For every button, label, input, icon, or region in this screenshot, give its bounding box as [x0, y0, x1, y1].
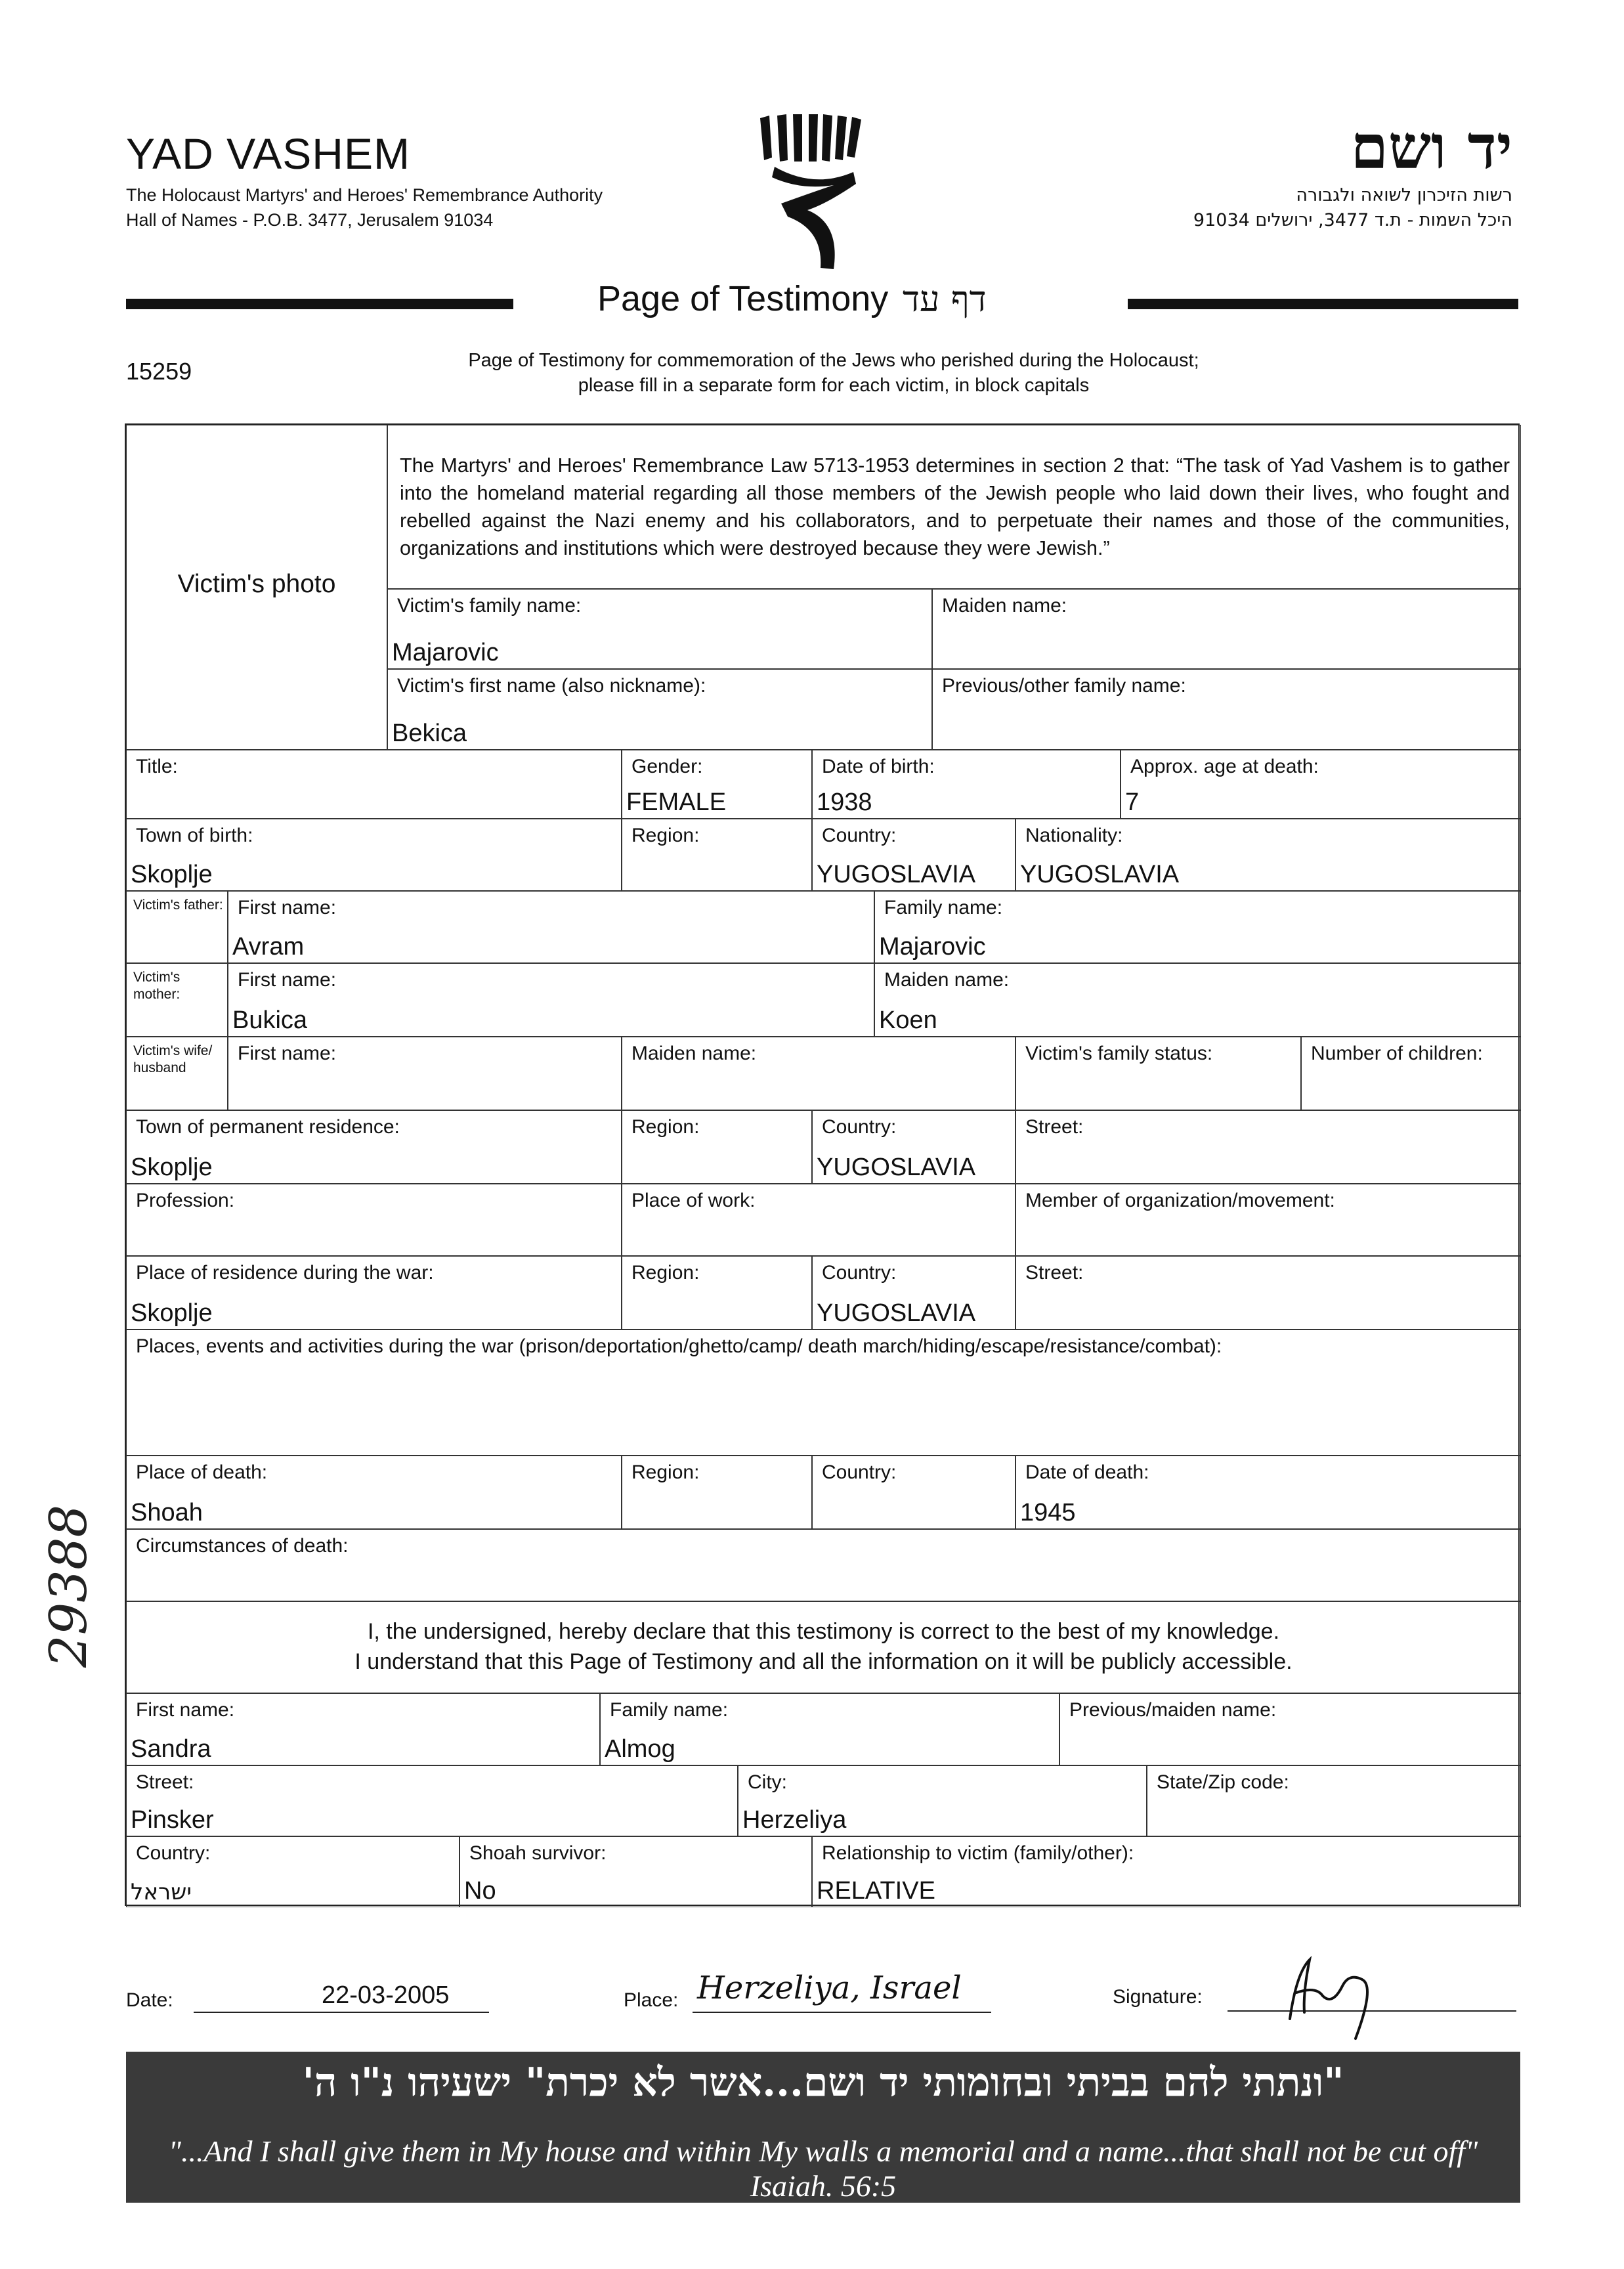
region-of-birth-label: Region: [631, 825, 700, 846]
org-address-hebrew: היכל השמות - ת.ד 3477, ירושלים 91034 [1193, 210, 1512, 230]
country-of-birth-value: YUGOSLAVIA [817, 861, 976, 888]
testimony-form [125, 423, 1520, 1906]
profession-field[interactable] [126, 1184, 622, 1256]
spouse-first-name-field[interactable] [228, 1037, 622, 1110]
place-label: Place: [624, 1989, 679, 2011]
permanent-town-label: Town of permanent residence: [136, 1116, 400, 1138]
banner-hebrew-quote: "ונתתי להם בביתי ובחומותי יד ושם...אשר לא יכרת" ישעיהו נ"ו ה' [302, 2060, 1344, 2106]
children-count-label: Number of children: [1311, 1043, 1483, 1064]
submitter-first-name-label: First name: [136, 1699, 235, 1721]
relationship-value: RELATIVE [817, 1877, 935, 1905]
banner-english-quote: "...And I shall give them in My house and within My walls a memorial and a name...that shall not be cut off" Isaiah. 56:5 [168, 2134, 1478, 2203]
death-country-field[interactable] [812, 1456, 1015, 1529]
place-value[interactable]: Herzeliya, Israel [697, 1970, 962, 2006]
submitter-first-name-field[interactable] [126, 1693, 600, 1765]
region-of-birth-field[interactable] [622, 819, 812, 891]
mother-first-name-value: Bukica [232, 1006, 308, 1034]
spouse-first-name-label: First name: [238, 1043, 337, 1064]
law-text-box [387, 425, 1521, 589]
mother-maiden-name-label: Maiden name: [884, 969, 1010, 991]
quote-banner [126, 2052, 1520, 2203]
submitter-street-label: Street: [136, 1771, 194, 1793]
gender-field[interactable] [622, 750, 812, 819]
father-family-name-value: Majarovic [879, 933, 986, 961]
submitter-prev-name-field[interactable] [1059, 1693, 1521, 1765]
signature-mark-icon[interactable] [1277, 1947, 1395, 2045]
children-count-field[interactable] [1301, 1037, 1521, 1110]
org-name: YAD VASHEM [126, 129, 410, 178]
father-first-name-field[interactable] [228, 891, 874, 963]
spouse-side-label-box [126, 1037, 228, 1110]
father-first-name-value: Avram [232, 933, 305, 961]
submitter-city-value: Herzeliya [742, 1806, 847, 1834]
place-of-death-value: Shoah [131, 1499, 203, 1526]
family-name-field[interactable] [387, 589, 932, 669]
submitter-zip-label: State/Zip code: [1157, 1771, 1289, 1793]
war-country-label: Country: [822, 1262, 897, 1284]
date-underline [194, 2012, 489, 2013]
side-handwritten-number: 29388 [39, 1504, 98, 1668]
law-text: The Martyrs' and Heroes' Remembrance Law 5713-1953 determines in section 2 that: “The task of Yad Vashem is to gather into the homeland material regarding all those members of the Jewish people who laid down their lives, who fought and rebelled against the Nazi enemy and his collaborators, and to perpetuate their names and those of the communities, organizations and institutions which were destroyed because they were Jewish.” [400, 454, 1510, 559]
place-of-work-field[interactable] [622, 1184, 1015, 1256]
intro-text [368, 348, 1300, 398]
permanent-country-value: YUGOSLAVIA [817, 1154, 976, 1181]
submitter-country-label: Country: [136, 1842, 211, 1864]
spouse-maiden-name-field[interactable] [622, 1037, 1015, 1110]
submitter-family-name-field[interactable] [600, 1693, 1059, 1765]
gender-label: Gender: [631, 756, 703, 777]
family-status-field[interactable] [1015, 1037, 1301, 1110]
age-at-death-label: Approx. age at death: [1130, 756, 1319, 777]
country-of-birth-field[interactable] [812, 819, 1015, 891]
submitter-city-label: City: [748, 1771, 787, 1793]
permanent-street-label: Street: [1025, 1116, 1084, 1138]
declaration-box [126, 1601, 1521, 1693]
profession-label: Profession: [136, 1190, 235, 1211]
org-subtitle-hebrew: רשות הזיכרון לשואה ולגבורה [1296, 185, 1512, 205]
submitter-country-value: ישראל [131, 1879, 192, 1905]
war-events-label: Places, events and activities during the war (prison/deportation/ghetto/camp/ death march/hiding/escape/resistance/combat): [136, 1335, 1222, 1357]
war-region-label: Region: [631, 1262, 700, 1284]
signature-label: Signature: [1113, 1986, 1203, 2008]
permanent-town-field[interactable] [126, 1110, 622, 1184]
place-of-death-label: Place of death: [136, 1461, 268, 1483]
war-residence-field[interactable] [126, 1256, 622, 1329]
spouse-maiden-name-label: Maiden name: [631, 1043, 757, 1064]
permanent-street-field[interactable] [1015, 1110, 1521, 1184]
mother-maiden-name-field[interactable] [874, 963, 1521, 1037]
mother-first-name-label: First name: [238, 969, 337, 991]
permanent-town-value: Skoplje [131, 1154, 213, 1181]
header-rule-left [126, 299, 513, 309]
first-name-label: Victim's first name (also nickname): [397, 675, 706, 697]
submitter-first-name-value: Sandra [131, 1735, 211, 1763]
father-family-name-field[interactable] [874, 891, 1521, 963]
death-region-field[interactable] [622, 1456, 812, 1529]
member-org-label: Member of organization/movement: [1025, 1190, 1335, 1211]
submitter-prev-name-label: Previous/maiden name: [1069, 1699, 1277, 1721]
header-rule-right [1128, 299, 1518, 309]
date-label: Date: [126, 1989, 173, 2011]
first-name-value: Bekica [392, 720, 467, 747]
submitter-country-field[interactable] [126, 1836, 459, 1907]
father-side-label-box [126, 891, 228, 963]
family-name-value: Majarovic [392, 639, 499, 666]
shoah-survivor-field[interactable] [459, 1836, 812, 1907]
prev-family-name-field[interactable] [932, 669, 1521, 750]
intro-line-2: please fill in a separate form for each victim, in block capitals [578, 375, 1090, 396]
circumstances-field[interactable] [126, 1529, 1521, 1601]
yad-vashem-logo-icon [755, 112, 866, 276]
war-residence-value: Skoplje [131, 1299, 213, 1327]
war-residence-label: Place of residence during the war: [136, 1262, 434, 1284]
father-first-name-label: First name: [238, 897, 337, 918]
submitter-street-field[interactable] [126, 1765, 738, 1836]
maiden-name-field[interactable] [932, 589, 1521, 669]
permanent-country-field[interactable] [812, 1110, 1015, 1184]
title-label: Title: [136, 756, 178, 777]
date-of-birth-value: 1938 [817, 789, 872, 816]
country-of-birth-label: Country: [822, 825, 897, 846]
permanent-region-label: Region: [631, 1116, 700, 1138]
declaration-line-2: I understand that this Page of Testimony and all the information on it will be publicly accessible. [354, 1649, 1293, 1674]
relationship-field[interactable] [812, 1836, 1521, 1907]
father-side-label: Victim's father: [133, 897, 223, 913]
war-events-field[interactable] [126, 1329, 1521, 1456]
circumstances-label: Circumstances of death: [136, 1535, 349, 1557]
death-region-label: Region: [631, 1461, 700, 1483]
age-at-death-field[interactable] [1121, 750, 1521, 819]
permanent-country-label: Country: [822, 1116, 897, 1138]
war-street-label: Street: [1025, 1262, 1084, 1284]
father-family-name-label: Family name: [884, 897, 1003, 918]
mother-side-label-box [126, 963, 228, 1037]
mother-side-label: Victim's mother: [133, 970, 181, 1002]
submitter-family-name-label: Family name: [610, 1699, 729, 1721]
page-title-hebrew: דף עד [903, 278, 987, 320]
place-underline [693, 2012, 991, 2013]
victim-photo-label: Victim's photo [177, 570, 336, 598]
submitter-street-value: Pinsker [131, 1806, 214, 1834]
prev-family-name-label: Previous/other family name: [942, 675, 1186, 697]
submitter-zip-field[interactable] [1147, 1765, 1521, 1836]
date-of-death-value: 1945 [1020, 1499, 1076, 1526]
nationality-label: Nationality: [1025, 825, 1123, 846]
date-of-birth-label: Date of birth: [822, 756, 935, 777]
family-name-label: Victim's family name: [397, 595, 582, 616]
spouse-side-label: Victim's wife/ husband [133, 1043, 213, 1075]
submitter-city-field[interactable] [738, 1765, 1147, 1836]
gender-value: FEMALE [626, 789, 727, 816]
submitter-family-name-value: Almog [605, 1735, 675, 1763]
town-of-birth-value: Skoplje [131, 861, 213, 888]
date-value[interactable]: 22-03-2005 [322, 1981, 450, 2009]
permanent-region-field[interactable] [622, 1110, 812, 1184]
org-name-hebrew: יד ושם [1350, 112, 1512, 183]
place-of-work-label: Place of work: [631, 1190, 756, 1211]
war-street-field[interactable] [1015, 1256, 1521, 1329]
declaration-line-1: I, the undersigned, hereby declare that this testimony is correct to the best of my knowledge. [367, 1619, 1280, 1644]
shoah-survivor-value: No [464, 1877, 496, 1905]
member-org-field[interactable] [1015, 1184, 1521, 1256]
town-of-birth-label: Town of birth: [136, 825, 253, 846]
first-name-field[interactable] [387, 669, 932, 750]
org-subtitle: The Holocaust Martyrs' and Heroes' Remembrance Authority [126, 185, 603, 205]
mother-maiden-name-value: Koen [879, 1006, 937, 1034]
war-region-field[interactable] [622, 1256, 812, 1329]
maiden-name-label: Maiden name: [942, 595, 1067, 616]
place-of-death-field[interactable] [126, 1456, 622, 1529]
mother-first-name-field[interactable] [228, 963, 874, 1037]
death-country-label: Country: [822, 1461, 897, 1483]
title-field[interactable] [126, 750, 622, 819]
date-of-birth-field[interactable] [812, 750, 1121, 819]
org-address: Hall of Names - P.O.B. 3477, Jerusalem 91034 [126, 210, 494, 230]
date-of-death-field[interactable] [1015, 1456, 1521, 1529]
intro-line-1: Page of Testimony for commemoration of the Jews who perished during the Holocaust; [468, 350, 1199, 371]
family-status-label: Victim's family status: [1025, 1043, 1213, 1064]
town-of-birth-field[interactable] [126, 819, 622, 891]
reference-number: 15259 [126, 358, 192, 385]
shoah-survivor-label: Shoah survivor: [469, 1842, 607, 1864]
nationality-value: YUGOSLAVIA [1020, 861, 1180, 888]
war-country-value: YUGOSLAVIA [817, 1299, 976, 1327]
age-at-death-value: 7 [1125, 789, 1140, 816]
nationality-field[interactable] [1015, 819, 1521, 891]
victim-photo-box [126, 425, 387, 750]
date-of-death-label: Date of death: [1025, 1461, 1149, 1483]
relationship-label: Relationship to victim (family/other): [822, 1842, 1134, 1864]
page-title: Page of Testimony [597, 279, 889, 318]
war-country-field[interactable] [812, 1256, 1015, 1329]
